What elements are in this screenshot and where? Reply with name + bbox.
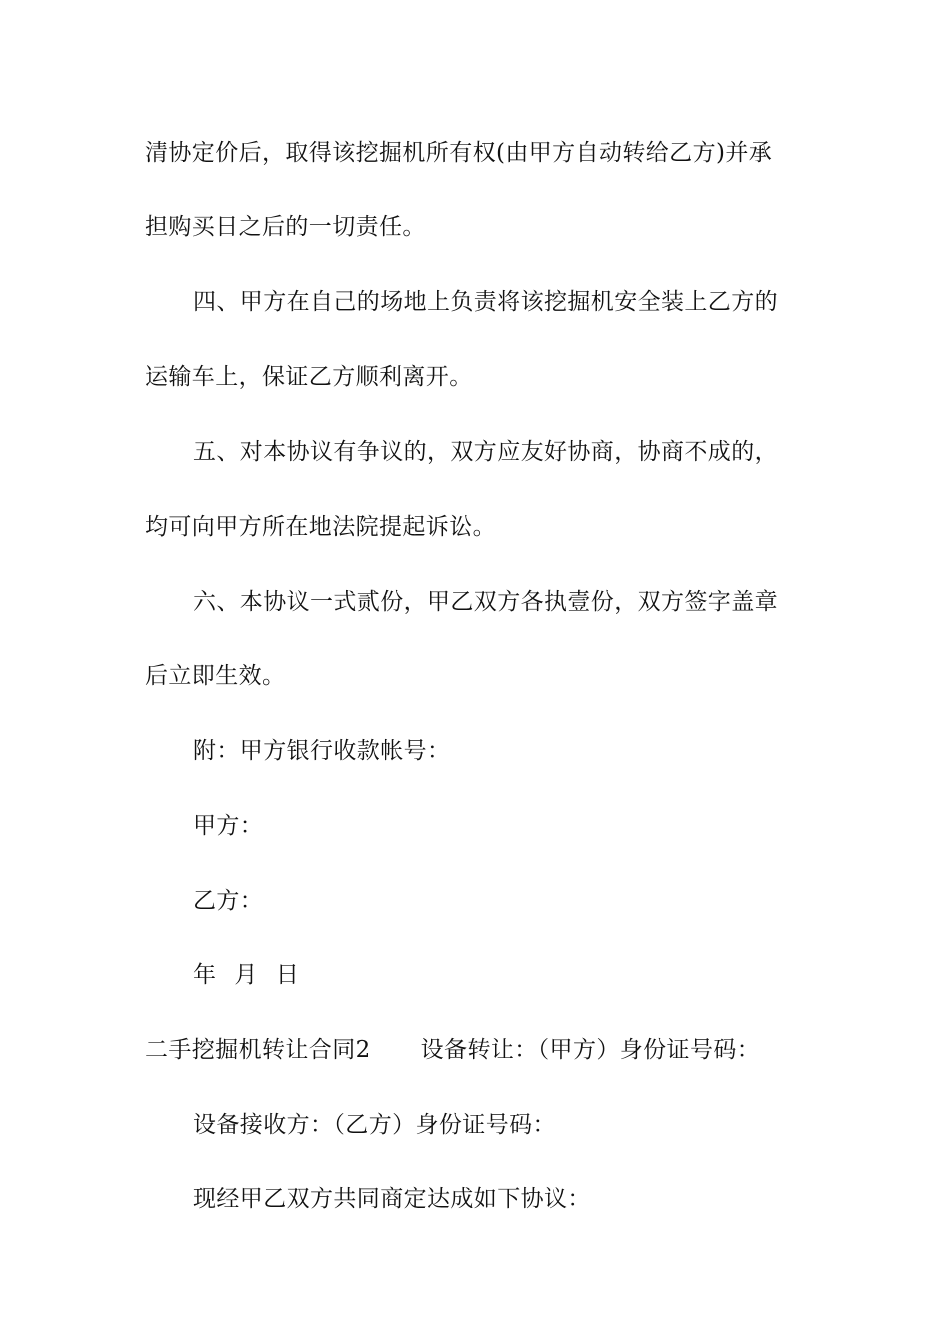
bank-account-label: 附：甲方银行收款帐号： (193, 738, 451, 764)
date-line (193, 960, 813, 990)
contract-two-header (145, 1035, 810, 1065)
paragraph-line: 运输车上，保证乙方顺利离开。 (145, 364, 473, 390)
paragraph-line: 担购买日之后的一切责任。 (145, 214, 426, 240)
paragraph-line: 后立即生效。 (145, 663, 286, 689)
agreement-intro: 现经甲乙双方共同商定达成如下协议： (193, 1186, 591, 1212)
paragraph-line: 均可向甲方所在地法院提起诉讼。 (145, 514, 496, 540)
contract-two-title: 二手挖掘机转让合同2 (145, 1037, 371, 1063)
paragraph-line: 清协定价后，取得该挖掘机所有权(由甲方自动转给乙方)并承 (145, 140, 773, 166)
receiver-label: 设备接收方：（乙方）身份证号码： (193, 1112, 556, 1138)
party-b-label: 乙方： (193, 888, 264, 914)
transferor-label: 设备转让：（甲方）身份证号码： (420, 1037, 761, 1063)
date-month-label: 月 (234, 962, 258, 988)
clause-five-line: 五、对本协议有争议的，双方应友好协商，协商不成的， (193, 439, 778, 465)
date-year-label: 年 (193, 962, 217, 988)
date-day-label: 日 (275, 962, 300, 988)
party-a-label: 甲方： (193, 813, 264, 839)
clause-six-line: 六、本协议一式贰份，甲乙双方各执壹份，双方签字盖章 (193, 589, 778, 615)
clause-four-line: 四、甲方在自己的场地上负责将该挖掘机安全装上乙方的 (193, 289, 778, 315)
